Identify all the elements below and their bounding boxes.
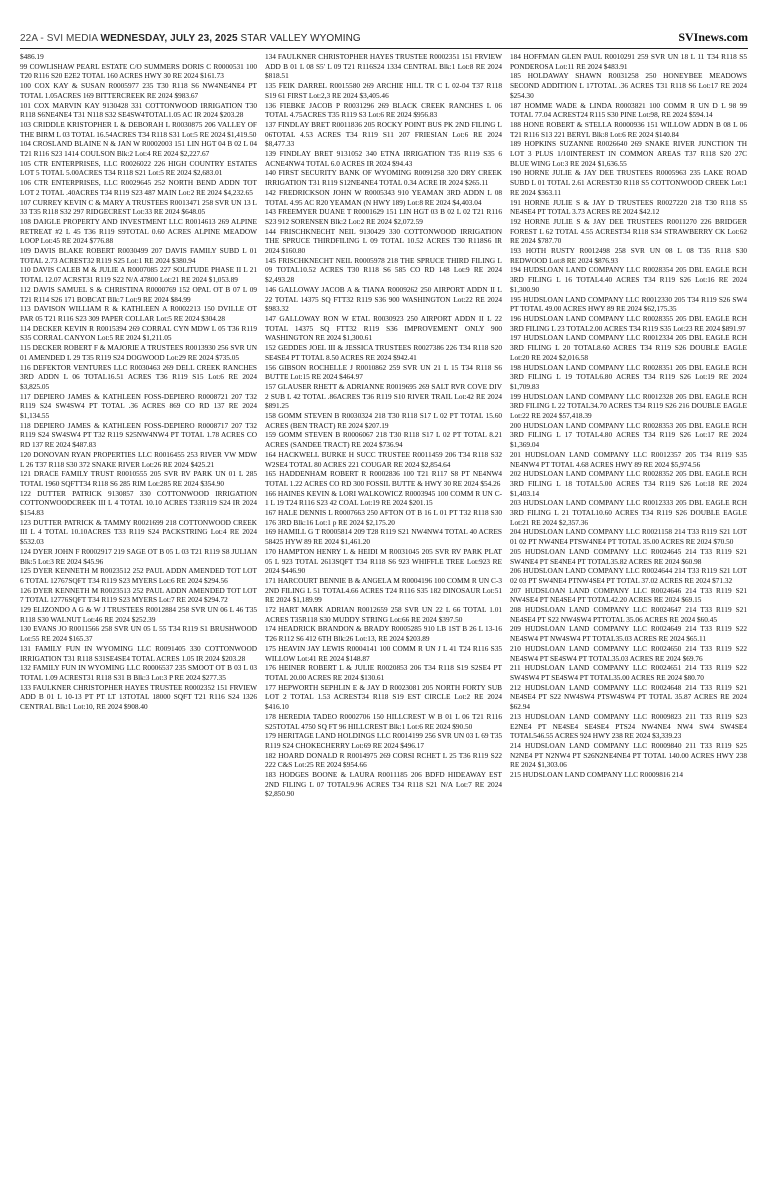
tax-entry: 182 HOARD DONALD R R0014975 269 CORSI RCHET L 25 T36 R119 S22 222 C&S Lot:25 RE 2024 $954.66 bbox=[265, 750, 502, 770]
site-name: SVInews.com bbox=[678, 30, 748, 44]
tax-entry: 122 DUTTER PATRICK 9130857 330 COTTONWOOD IRRIGATION COTTONWOODCREEK III L 4 TOTAL 10.10 ACRES T33R119 S24 IR 2024 $154.83 bbox=[20, 488, 257, 518]
tax-entry: 199 HUDSLOAN LAND COMPANY LLC R0012328 205 DBL EAGLE RCH 3RD FILING L 22 TOTAL34.70 ACRES T34 R119 S26 216 DOUBLE EAGLE Lot:22 RE 2024 $57,418.39 bbox=[510, 391, 747, 421]
tax-entry: 193 HOTH RUSTY R0012498 258 SVR UN 08 L 08 T35 R118 S30 REDWOOD Lot:8 RE 2024 $876.93 bbox=[510, 246, 747, 265]
tax-entry: 190 HORNE JULIE & JAY DEE TRUSTEES R0005963 235 LAKE ROAD SUBD L 01 TOTAL 2.61 ACREST30 R118 S5 COTTONWOOD CREEK Lot:1 RE 2024 $363.11 bbox=[510, 168, 747, 197]
tax-entry: 147 GALLOWAY RON W ETAL R0030923 250 AIRPORT ADDN II L 22 TOTAL 14375 SQ FTT32 R119 S36 IMPROVEMENT ONLY 900 WASHINGTON RE 2024 $1,300.61 bbox=[265, 313, 502, 343]
tax-entry: 196 HUDSLOAN LAND COMPANY LLC R0028355 205 DBL EAGLE RCH 3RD FILING L 23 TOTAL2.00 ACRES T34 R119 S35 Lot:23 RE 2024 $891.97 bbox=[510, 313, 747, 333]
tax-entry: 176 HEINER ROBERT L & JULIE R0020853 206 T34 R118 S19 S2SE4 PT TOTAL 20.00 ACRES RE 2024 $130.61 bbox=[265, 663, 502, 682]
tax-entry: 204 HUDSLOAN LAND COMPANY LLC R0021158 214 T33 R119 S21 LOT 01 02 PT NW4NE4 PTSW4NE4 PT TOTAL 35.00 ACRES RE 2024 $70.50 bbox=[510, 527, 747, 547]
tax-entry: 177 HEPWORTH SEPHLIN E & JAY D R0023081 205 NORTH FORTY SUB LOT 2 TOTAL 1.53 ACREST34 R118 S19 EST CIRCLE Lot:2 RE 2024 $416.10 bbox=[265, 682, 502, 712]
tax-entry: 132 FAMILY FUN IN WYOMING LLC R0006537 235 SMOOT OT B 03 L 03 TOTAL 1.09 ACREST31 R118 S31 B Blk:3 Lot:3 P RE 2024 $277.35 bbox=[20, 663, 257, 682]
tax-entry: 169 HAMILL G T R0005814 209 T28 R119 S21 NW4NW4 TOTAL 40 ACRES 58425 HYW 89 RE 2024 $1,461.20 bbox=[265, 527, 502, 547]
tax-entry: 131 FAMILY FUN IN WYOMING LLC R0091405 330 COTTONWOOD IRRIGATION T31 R118 S31SE4SE4 TOTAL ACRES 1.05 IR 2024 $203.28 bbox=[20, 643, 257, 663]
tax-entry: 113 DAVISON WILLIAM R & KATHLEEN A R0002213 150 DVILLE OT PAR 05 T21 R116 S23 309 PAPER COLLAR Lot:5 RE 2024 $304.28 bbox=[20, 304, 257, 323]
tax-entry: 129 ELIZONDO A G & W J TRUSTEES R0012884 258 SVR UN 06 L 46 T35 R118 S30 WALNUT Lot:46 RE 2024 $252.39 bbox=[20, 605, 257, 624]
tax-entry: 116 DEFEKTOR VENTURES LLC R0030463 269 DELL CREEK RANCHES 3RD ADDN L 06 TOTAL16.51 ACRES T36 R119 S15 Lot:6 RE 2024 $3,825.05 bbox=[20, 362, 257, 391]
tax-entry: 213 HUDSLOAN LAND COMPANY LLC R0009823 211 T33 R119 S23 E2NE4 PT NE4SE4 SE4SE4 PTS24 NW4NE4 NW4 SW4 SW4SE4 TOTAL546.55 ACRES 924 HWY 238 RE 2024 $3,339.23 bbox=[510, 711, 747, 741]
column-2 bbox=[265, 52, 502, 1180]
tax-entry: 206 HUDSLOAN LAND COMPANY LLC R0024644 214 T33 R119 S21 LOT 02 03 PT SW4NE4 PTNW4SE4 PT TOTAL 37.02 ACRES RE 2024 $71.32 bbox=[510, 566, 747, 585]
tax-entry: 200 HUDSLOAN LAND COMPANY LLC R0028353 205 DBL EAGLE RCH 3RD FILING L 17 TOTAL4.80 ACRES T34 R119 S26 Lot:17 RE 2024 $1,369.04 bbox=[510, 420, 747, 450]
tax-entry: 191 HORNE JULIE S & JAY D TRUSTEES R0027220 218 T30 R118 S5 NE4SE4 PT TOTAL 3.73 ACRES RE 2024 $42.12 bbox=[510, 197, 747, 217]
column-3 bbox=[510, 52, 747, 1180]
tax-entry: 124 DYER JOHN F R0002917 219 SAGE OT B 05 L 03 T21 R119 S8 JULIAN Blk:5 Lot:3 RE 2024 $45.96 bbox=[20, 546, 257, 566]
tax-entry: 170 HAMPTON HENRY L & HEIDI M R0031045 205 SVR RV PARK PLAT 05 L 923 TOTAL 2613SQFT T34 R118 S6 923 WHIFFLE TREE Lot:923 RE 2024 $446.90 bbox=[265, 546, 502, 576]
tax-entry: 185 HOLDAWAY SHAWN R0031258 250 HONEYBEE MEADOWS SECOND ADDITION L 17TOTAL .36 ACRES T31 R118 S6 Lot:17 RE 2024 $254.30 bbox=[510, 71, 747, 100]
tax-entry: 203 HUDSLOAN LAND COMPANY LLC R0012333 205 DBL EAGLE RCH 3RD FILING L 21 TOTAL10.60 ACRES T34 R119 S26 DOUBLE EAGLE Lot:21 RE 2024 $2,357.36 bbox=[510, 498, 747, 527]
tax-entry: 139 FINDLAY BRET 9131052 340 ETNA IRRIGATION T35 R119 S35 6 ACNE4NW4 TOTAL 6.0 ACRES IR 2024 $94.43 bbox=[265, 149, 502, 168]
tax-entry: 142 FREDRICKSON JOHN W R0005343 910 YEAMAN 3RD ADDN L 08 TOTAL 4.95 AC R20 YEAMAN (N HWY 189) Lot:8 RE 2024 $4,403.04 bbox=[265, 187, 502, 207]
page-header bbox=[20, 30, 748, 48]
column-1 bbox=[20, 52, 257, 1180]
tax-entry: 156 GIBSON ROCHELLE J R0010862 259 SVR UN 21 L 15 T34 R118 S6 BUTTE Lot:15 RE 2024 $464.97 bbox=[265, 362, 502, 382]
tax-entry: 125 DYER KENNETH M R0023512 252 PAUL ADDN AMENDED TOT LOT 6 TOTAL 12767SQFT T34 R119 S23 MYERS Lot:6 RE 2024 $294.56 bbox=[20, 566, 257, 585]
tax-entry: 187 HOMME WADE & LINDA R0003821 100 COMM R UN D L 98 99 TOTAL 77.04 ACREST24 R115 S30 PINE Lot:98, RE 2024 $594.14 bbox=[510, 100, 747, 120]
tax-entry: 159 GOMM STEVEN B R0006067 218 T30 R118 S17 L 02 PT TOTAL 8.21 ACRES (SANDEE TRACT) RE 2024 $736.94 bbox=[265, 430, 502, 450]
tax-entry: 215 HUDSLOAN LAND COMPANY LLC R0009816 214 bbox=[510, 770, 683, 780]
tax-entry: 146 GALLOWAY JACOB A & TIANA R0009262 250 AIRPORT ADDN II L 22 TOTAL 14375 SQ FTT32 R119 S36 900 WASHINGTON Lot:22 RE 2024 $983.32 bbox=[265, 284, 502, 314]
tax-entry: 188 HONE ROBERT & STELLA R0000936 151 WILLOW ADDN B 08 L 06 T21 R116 S13 221 BERYL Blk:8 Lot:6 RE 2024 $140.84 bbox=[510, 119, 747, 139]
tax-entry: 110 DAVIS CALEB M & JULIE A R0007085 227 SOLITUDE PHASE II L 21 TOTAL 12.07 ACRST31 R119 S22 N/A 47800 Lot:21 RE 2024 $1,053.89 bbox=[20, 265, 257, 285]
tax-entry: 158 GOMM STEVEN B R0030324 218 T30 R118 S17 L 02 PT TOTAL 15.60 ACRES (BEN TRACT) RE 2024 $207.19 bbox=[265, 411, 502, 430]
tax-entry: 212 HUDSLOAN LAND COMPANY LLC R0024648 214 T33 R119 S21 NE4SE4 PT S22 NW4SW4 PTSW4SW4 PT TOTAL 35.87 ACRES RE 2024 $62.94 bbox=[510, 682, 747, 712]
tax-entry: 115 DECKER ROBERT F & MAJORIE A TRUSTEES R0013930 256 SVR UN 01 AMENDED L 29 T35 R119 S24 DOGWOOD Lot:29 RE 2024 $735.05 bbox=[20, 343, 257, 362]
tax-entry: 197 HUDSLOAN LAND COMPANY LLC R0012334 205 DBL EAGLE RCH 3RD FILING L 20 TOTAL8.60 ACRES T34 R119 S26 DOUBLE EAGLE Lot:20 RE 2024 $2,016.58 bbox=[510, 333, 747, 362]
tax-entry: 143 FREEMYER DUANE T R0001629 151 LIN HGT 03 B 02 L 02 T21 R116 S23 912 SORENSEN Blk:2 Lot:2 RE 2024 $2,072.59 bbox=[265, 207, 502, 226]
paper-name: STAR VALLEY WYOMING bbox=[240, 33, 361, 44]
tax-entry: 105 CTR ENTERPRISES, LLC R0026022 226 HIGH COUNTRY ESTATES LOT 5 TOTAL 5.00ACRES T34 R118 S21 Lot:5 RE 2024 $2,683.01 bbox=[20, 158, 257, 178]
tax-entry: 195 HUDSLOAN LAND COMPANY LLC R0012330 205 T34 R119 S26 SW4 PT TOTAL 49.00 ACRES HWY 89 RE 2024 $62,175.35 bbox=[510, 294, 747, 314]
tax-entry: 152 GEDDES JOEL III & JESSICA TRUSTEES R0027386 226 T34 R118 S20 SE4SE4 PT TOTAL 8.50 ACRES RE 2024 $942.41 bbox=[265, 343, 502, 362]
tax-entry: 100 COX KAY & SUSAN R0005977 235 T30 R118 S6 NW4NE4NE4 PT TOTAL 1.05ACRES 169 BITTERCREEK RE 2024 $983.67 bbox=[20, 81, 257, 100]
tax-entry: 108 DAIGLE PROPERTY AND INVESTMENT LLC R0014613 269 ALPINE RETREAT #2 L 45 T36 R119 S9TOTAL 0.60 ACRES ALPINE MEADOW LOOP Lot:45 RE 2024 $776.88 bbox=[20, 216, 257, 246]
tax-entry: 175 HEAVIN JAY LEWIS R0004141 100 COMM R UN J L 41 T24 R116 S35 WILLOW Lot:41 RE 2024 $148.87 bbox=[265, 643, 502, 663]
page-label: 22A - SVI MEDIA bbox=[20, 33, 98, 44]
tax-entry: $486.19 bbox=[20, 52, 44, 61]
tax-entry: 99 COWLISHAW PEARL ESTATE C/O SUMMERS DORIS C R0000531 100 T20 R116 S20 E2E2 TOTAL 160 ACRES HWY 30 RE 2024 $161.73 bbox=[20, 61, 257, 81]
tax-entry: 202 HUDSLOAN LAND COMPANY LLC R0028352 205 DBL EAGLE RCH 3RD FILING L 18 TOTAL5.00 ACRES T34 R119 S26 Lot:18 RE 2024 $1,403.14 bbox=[510, 469, 747, 498]
tax-entry: 194 HUDSLOAN LAND COMPANY LLC R0028354 205 DBL EAGLE RCH 3RD FILING L 16 TOTAL4.40 ACRES T34 R119 S26 Lot:16 RE 2024 $1,300.90 bbox=[510, 265, 747, 294]
tax-entry: 184 HOFFMAN GLEN PAUL R0010291 259 SVR UN 18 L 11 T34 R118 S5 PONDEROSA Lot:11 RE 2024 $483.91 bbox=[510, 52, 747, 71]
tax-entry: 210 HUDSLOAN LAND COMPANY LLC R0024650 214 T33 R119 S22 NE4SW4 PT SE4SW4 PT TOTAL35.03 ACRES RE 2024 $69.76 bbox=[510, 643, 747, 663]
tax-entry: 198 HUDSLOAN LAND COMPANY LLC R0028351 205 DBL EAGLE RCH 3RD FILING L 19 TOTAL6.80 ACRES T34 R119 S26 Lot:19 RE 2024 $1,709.83 bbox=[510, 362, 747, 391]
tax-entry: 135 FEIK DARREL R0015580 269 ARCHIE HILL TR C L 02-04 T37 R118 S19 61 FIRST Lot:2,3 RE 2024 $3,405.46 bbox=[265, 81, 502, 100]
tax-entry: 126 DYER KENNETH M R0023513 252 PAUL ADDN AMENDED TOT LOT 7 TOTAL 12776SQFT T34 R119 S23 MYERS Lot:7 RE 2024 $294.72 bbox=[20, 585, 257, 605]
tax-entry: 121 DRACE FAMILY TRUST R0010555 205 SVR RV PARK UN 01 L 285 TOTAL 1960 SQFTT34 R118 S6 285 RIM Lot:285 RE 2024 $354.90 bbox=[20, 469, 257, 488]
tax-entry: 117 DEPIERO JAMES & KATHLEEN FOSS-DEPIERO R0008721 207 T32 R119 S24 SW4SW4 PT TOTAL .36 ACRES 869 CO RD 137 RE 2024 $1,134.55 bbox=[20, 391, 257, 421]
tax-entry: 208 HUDSLOAN LAND COMPANY LLC R0024647 214 T33 R119 S21 NE4SE4 PT S22 NW4SW4 PTTOTAL 35.06 ACRES RE 2024 $60.45 bbox=[510, 605, 747, 624]
tax-entry: 174 HEADRICK BRANDON & BRADY R0005285 910 LB 1ST B 26 L 13-16 T26 R112 S6 412 6TH Blk:26 Lot:13, RE 2024 $203.89 bbox=[265, 624, 502, 644]
tax-entry: 214 HUDSLOAN LAND COMPANY LLC R0009840 211 T33 R119 S25 N2NE4 PT N2NW4 PT S26N2NE4NE4 PT TOTAL 140.00 ACRES HWY 238 RE 2024 $1,303.06 bbox=[510, 740, 747, 770]
tax-entry: 201 HUDSLOAN LAND COMPANY LLC R0012357 205 T34 R119 S35 NE4NW4 PT TOTAL 4.68 ACRES HWY 89 RE 2024 $5,974.56 bbox=[510, 449, 747, 469]
tax-entry: 179 HERITAGE LAND HOLDINGS LLC R0014199 256 SVR UN 03 L 69 T35 R119 S24 CHOKECHERRY Lot:69 RE 2024 $496.17 bbox=[265, 731, 502, 750]
tax-entry: 106 CTR ENTERPRISES, LLC R0029645 252 NORTH BEND ADDN TOT LOT 2 TOTAL .40ACRES T34 R119 S23 487 MAIN Lot:2 RE 2024 $4,232.65 bbox=[20, 178, 257, 197]
tax-entry: 178 HEREDIA TADEO R0002706 150 HILLCREST W B 01 L 06 T21 R116 S25TOTAL 4750 SQ FT 96 HILLCREST Blk:1 Lot:6 RE 2024 $90.50 bbox=[265, 711, 502, 731]
tax-entry: 183 HODGES BOONE & LAURA R0011185 206 BDFD HIDEAWAY EST 2ND FILING L 07 TOTAL9.96 ACRES T34 R118 S21 N/A Lot:7 RE 2024 $2,850.90 bbox=[265, 770, 502, 799]
issue-date: WEDNESDAY, JULY 23, 2025 bbox=[100, 33, 238, 44]
tax-entry: 164 HACKWELL BURKE H SUCC TRUSTEE R0011459 206 T34 R118 S32 W2SE4 TOTAL 80 ACRES 221 COUGAR RE 2024 $2,854.64 bbox=[265, 449, 502, 469]
tax-entry: 130 EVANS JO R0011566 258 SVR UN 05 L 55 T34 R119 S1 BRUSHWOOD Lot:55 RE 2024 $165.37 bbox=[20, 624, 257, 644]
tax-entry: 165 HADDENHAM ROBERT R R0002836 100 T21 R117 S8 PT NE4NW4 TOTAL 1.22 ACRES CO RD 300 FOSSIL BUTTE & HWY 30 RE 2024 $54.26 bbox=[265, 469, 502, 488]
tax-entry: 172 HART MARK ADRIAN R0012659 258 SVR UN 22 L 66 TOTAL 1.01 ACRES T35R118 S30 MUDDY STRING Lot:66 RE 2024 $397.50 bbox=[265, 605, 502, 624]
legal-notice-columns bbox=[20, 52, 748, 1180]
tax-entry: 205 HUDSLOAN LAND COMPANY LLC R0024645 214 T33 R119 S21 SW4NE4 PT SE4NE4 PT TOTAL35.82 ACRES RE 2024 $60.98 bbox=[510, 546, 747, 566]
tax-entry: 192 HORNE JULIE S & JAY DEE TRUSTEES R0011270 226 BRIDGER FOREST L 62 TOTAL 4.55 ACREST34 R118 S34 STRAWBERRY CK Lot:62 RE 2024 $787.70 bbox=[510, 216, 747, 246]
tax-entry: 211 HUDSLOAN LAND COMPANY LLC R0024651 214 T33 R119 S22 SW4SW4 PT SE4SW4 PT TOTAL35.00 ACRES RE 2024 $80.70 bbox=[510, 663, 747, 682]
tax-entry: 120 DONOVAN RYAN PROPERTIES LLC R0016455 253 RIVER VW MDW L 26 T37 R118 S30 372 SNAKE RIVER Lot:26 RE 2024 $425.21 bbox=[20, 449, 257, 469]
tax-entry: 109 DAVIS BLAKE ROBERT R0030499 207 DAVIS FAMILY SUBD L 01 TOTAL 2.73 ACREST32 R119 S25 Lot:1 RE 2024 $380.94 bbox=[20, 246, 257, 265]
tax-entry: 118 DEPIERO JAMES & KATHLEEN FOSS-DEPIERO R0008717 207 T32 R119 S24 SW4SW4 PT T32 R119 S25NW4NW4 PT TOTAL 1.78 ACRES CO RD 137 RE 2024 $487.83 bbox=[20, 420, 257, 450]
tax-entry: 157 GLAUSER RHETT & ADRIANNE R0019695 269 SALT RVR COVE DIV 2 SUB L 42 TOTAL .86ACRES T36 R119 S10 RIVER TRAIL Lot:42 RE 2024 $891.25 bbox=[265, 381, 502, 411]
tax-entry: 189 HOPKINS SUZANNE R0026640 269 SNAKE RIVER JUNCTION TH LOT 3 PLUS 1/10INTEREST IN COMMON AREAS T37 R118 S20 27C BLUE WING Lot:3 RE 2024 $1,636.55 bbox=[510, 139, 747, 168]
tax-entry: 207 HUDSLOAN LAND COMPANY LLC R0024646 214 T33 R119 S21 NW4SE4 PT NE4SE4 PT TOTAL42.20 ACRES RE 2024 $69.15 bbox=[510, 585, 747, 605]
header-rule bbox=[20, 48, 748, 49]
tax-entry: 104 CROSLAND BLAINE N & JAN W R0002003 151 LIN HGT 04 B 02 L 04 T21 R116 S23 1414 COULSON Blk:2 Lot:4 RE 2024 $2,227.67 bbox=[20, 139, 257, 159]
tax-entry: 101 COX MARVIN KAY 9130428 331 COTTONWOOD IRRIGATION T30 R118 S6NE4NE4 T31 N118 S32 SE4SW4TOTAL1.05 AC IR 2024 $203.28 bbox=[20, 100, 257, 120]
tax-entry: 144 FRISCHKNECHT NEIL 9130429 330 COTTONWOOD IRRIGATION THE SPRUCE THIRDFILING L 09 TOTAL 10.52 ACRES T30 R118S6 IR 2024 $160.80 bbox=[265, 226, 502, 256]
tax-entry: 171 HARCOURT BENNIE B & ANGELA M R0004196 100 COMM R UN C-3 2ND FILING L 51 TOTAL4.66 ACRES T24 R116 S35 182 DINOSAUR Lot:51 RE 2024 $1,189.99 bbox=[265, 575, 502, 605]
tax-entry: 134 FAULKNER CHRISTOPHER HAYES TRUSTEE R0002351 151 FRVIEW ADD B 01 L 08 S5' L 09 T21 R116S24 1334 CENTRAL Blk:1 Lot:8 RE 2024 $818.51 bbox=[265, 52, 502, 81]
tax-entry: 166 HAINES KEVIN & LORI WALKOWICZ R0003945 100 COMM R UN C-1 L 19 T24 R116 S23 42 COAL Lot:19 RE 2024 $201.15 bbox=[265, 488, 502, 508]
tax-entry: 209 HUDSLOAN LAND COMPANY LLC R0024649 214 T33 R119 S22 NE4SW4 PT NW4SW4 PT TOTAL35.03 ACRES RE 2024 $65.11 bbox=[510, 624, 747, 644]
tax-entry: 145 FRISCHKNECHT NEIL R0005978 218 THE SPRUCE THIRD FILING L 09 TOTAL10.52 ACRES T30 R118 S6 585 CO RD 148 Lot:9 RE 2024 $2,493.28 bbox=[265, 255, 502, 285]
tax-entry: 167 HALE DENNIS L R0007663 250 AFTON OT B 16 L 01 PT T32 R118 S30 176 3RD Blk:16 Lot:1 p RE 2024 $2,175.20 bbox=[265, 508, 502, 527]
tax-entry: 133 FAULKNER CHRISTOPHER HAYES TRUSTEE R0002352 151 FRVIEW ADD B 01 L 10-13 PT PT LT 13TOTAL 18000 SQFT T21 R116 S24 1326 CENTRAL Blk:1 Lot:10, RE 2024 $908.40 bbox=[20, 682, 257, 712]
page-header-left bbox=[20, 33, 361, 44]
tax-entry: 103 CRIDDLE KRISTOPHER L & DEBORAH L R0030875 206 VALLEY OF THE BIRM L 03 TOTAL 16.54ACRES T34 R118 S31 Lot:5 RE 2024 $1,419.50 bbox=[20, 119, 257, 139]
tax-entry: 140 FIRST SECURITY BANK OF WYOMING R0091258 320 DRY CREEK IRRIGATION T31 R119 S12NE4NE4 TOTAL 0.34 ACRE IR 2024 $265.11 bbox=[265, 168, 502, 188]
tax-entry: 137 FINDLAY BRET R0011836 205 ROCKY POINT BUS PK 2ND FILING L 06TOTAL 4.53 ACRES T34 R119 S11 207 FRIESIAN Lot:6 RE 2024 $8,477.33 bbox=[265, 119, 502, 149]
tax-entry: 112 DAVIS SAMUEL S & CHRISTINA R0000769 152 OPAL OT B 07 L 09 T21 R114 S26 171 BOBCAT Blk:7 Lot:9 RE 2024 $84.99 bbox=[20, 284, 257, 304]
tax-entry: 114 DECKER KEVIN R R0015394 269 CORRAL CYN MDW L 05 T36 R119 S35 CORRAL CANYON Lot:5 RE 2024 $1,211.05 bbox=[20, 323, 257, 343]
tax-entry: 107 CURREY KEVIN C & MARY A TRUSTEES R0013471 258 SVR UN 13 L 33 T35 R118 S32 297 RIDGECREST Lot:33 RE 2024 $648.05 bbox=[20, 197, 257, 217]
tax-entry: 136 FIEBKE JACOB P R0031296 269 BLACK CREEK RANCHES L 06 TOTAL 4.75ACRES T35 R119 S3 Lot:6 RE 2024 $956.83 bbox=[265, 100, 502, 120]
tax-entry: 123 DUTTER PATRICK & TAMMY R0021699 218 COTTONWOOD CREEK III L 4 TOTAL 10.10ACRES T33 R119 S24 PACKSTRING Lot:4 RE 2024 $532.03 bbox=[20, 517, 257, 547]
